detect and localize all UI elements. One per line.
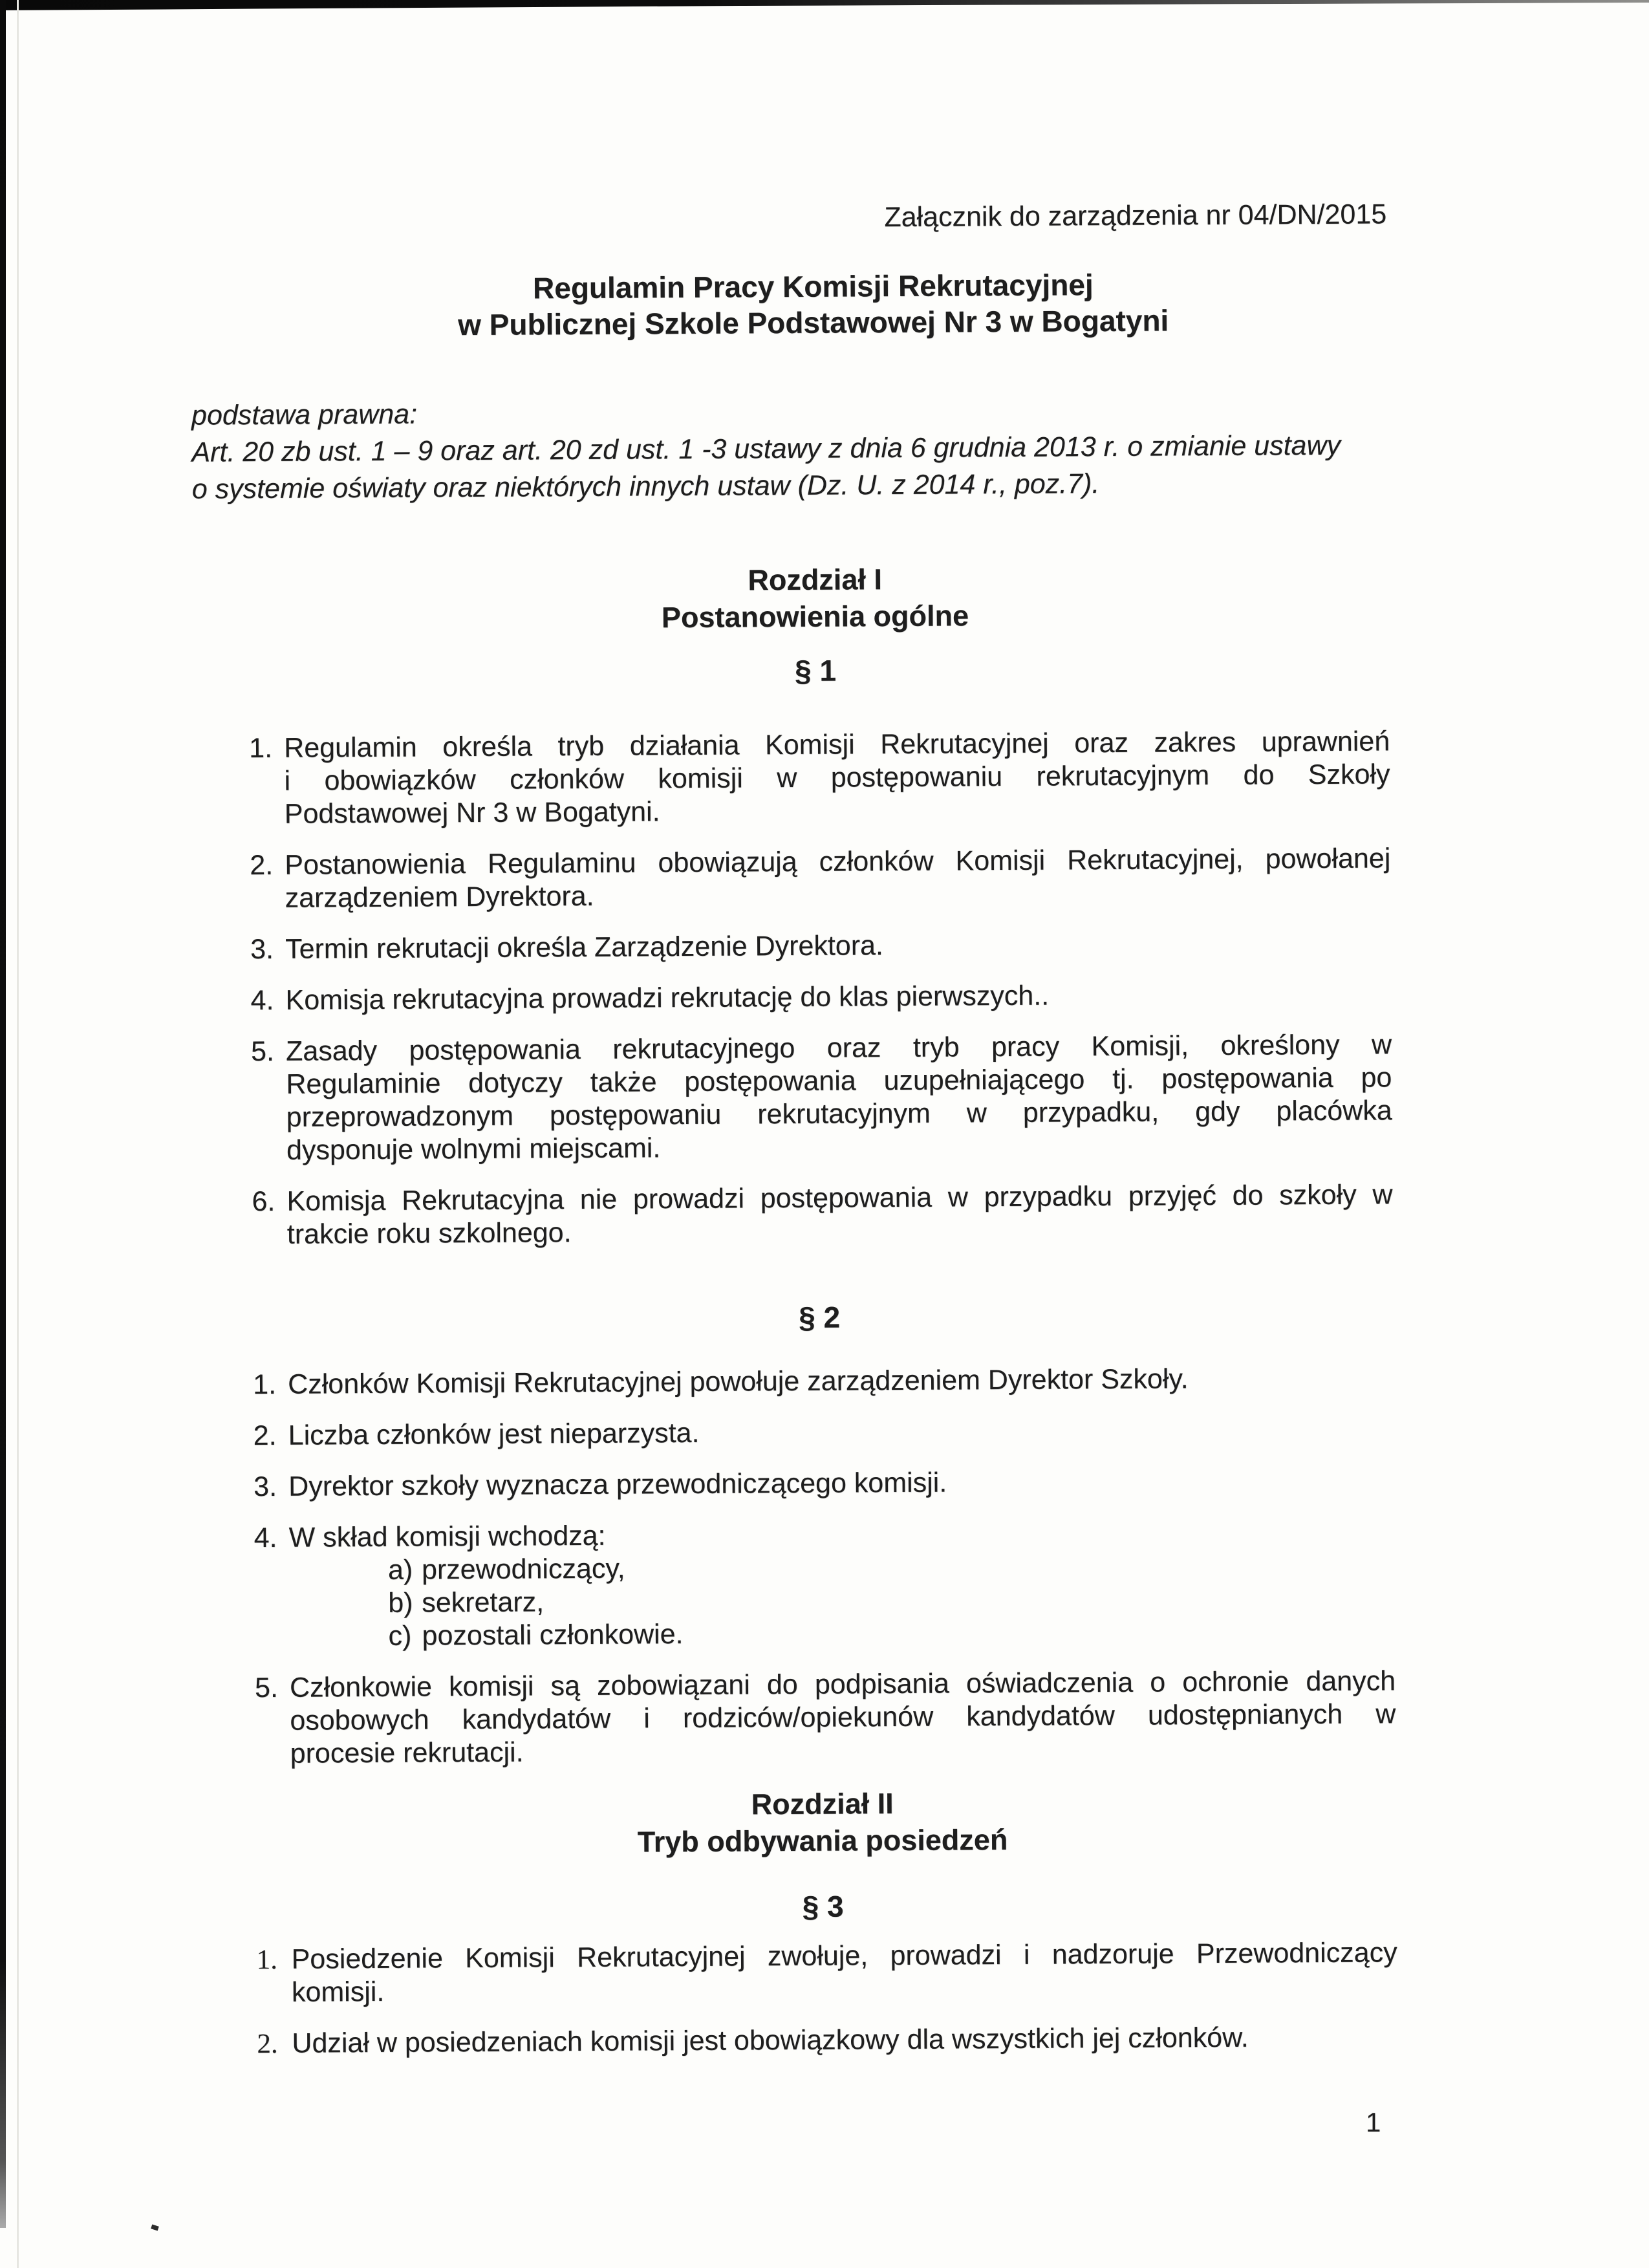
text-line: przeprowadzonym postępowaniu rekrutacyjnym w przypadku, gdy placówka — [286, 1095, 1392, 1133]
document-title — [191, 265, 1388, 344]
list-item — [288, 1463, 1394, 1503]
section-1-items — [193, 725, 1393, 1251]
list-item — [289, 1515, 1396, 1653]
list-item — [285, 926, 1391, 966]
text-line: W skład komisji wchodzą: — [288, 1520, 606, 1553]
chapter-2-title: Rozdział II — [751, 1787, 894, 1821]
chapter-1-title: Rozdział I — [748, 563, 883, 597]
page-number: 1 — [1366, 2107, 1381, 2137]
text-line: Liczba członków jest nieparzysta. — [288, 1417, 700, 1451]
scan-left-fold-line — [17, 0, 19, 2268]
text-line: Podstawowej Nr 3 w Bogatyni. — [284, 796, 660, 830]
legal-basis-label: podstawa prawna: — [191, 398, 418, 431]
section-1-mark: § 1 — [794, 653, 837, 687]
list-item — [285, 977, 1391, 1017]
list-item — [291, 1936, 1397, 2009]
scan-speck — [151, 2224, 159, 2230]
text-line: Komisja Rekrutacyjna nie prowadzi postępowania w przypadku przyjęć do szkoły w — [286, 1179, 1393, 1217]
list-item — [288, 1361, 1394, 1401]
text-line: Regulamin określa tryb działania Komisji Rekrutacyjnej oraz zakres uprawnień — [284, 726, 1390, 764]
text-line: Regulaminie dotyczy także postępowania uzupełniającego tj. postępowania po — [286, 1062, 1392, 1100]
text-line: trakcie roku szkolnego. — [286, 1217, 572, 1250]
document-title-line2: w Publicznej Szkole Podstawowej Nr 3 w Bogatyni — [457, 303, 1169, 342]
list-item — [284, 725, 1390, 830]
text-line: Postanowienia Regulaminu obowiązują członków Komisji Rekrutacyjnej, powołanej — [285, 843, 1391, 881]
chapter-1-heading — [192, 557, 1389, 638]
text-line: Zasady postępowania rekrutacyjnego oraz tryb pracy Komisji, określony w — [285, 1029, 1392, 1067]
list-item — [286, 1178, 1393, 1251]
section-2-mark: § 2 — [798, 1300, 841, 1334]
text-line: procesie rekrutacji. — [290, 1736, 524, 1769]
text-line: osobowych kandydatów i rodziców/opiekunów kandydatów udostępnianych w — [290, 1698, 1396, 1736]
sub-list-item: przewodniczący, — [421, 1553, 625, 1586]
text-line: i obowiązków członków komisji w postępowaniu rekrutacyjnym do Szkoły — [284, 759, 1390, 797]
sub-item-list — [289, 1548, 1396, 1653]
legal-basis-line1: Art. 20 zb ust. 1 – 9 oraz art. 20 zd ust. 1 -3 ustawy z dnia 6 grudnia 2013 r. o zmianie ustawy — [191, 429, 1341, 468]
document-content — [189, 0, 1398, 2079]
list-item — [285, 842, 1391, 914]
document-title-line1: Regulamin Pracy Komisji Rekrutacyjnej — [532, 268, 1094, 305]
text-line: dysponuje wolnymi miejscami. — [286, 1132, 661, 1166]
section-2-items — [197, 1361, 1396, 1771]
text-line: Udział w posiedzeniach komisji jest obowiązkowy dla wszystkich jej członków. — [292, 2022, 1249, 2059]
sub-list-item: sekretarz, — [422, 1586, 544, 1619]
list-item — [288, 1412, 1394, 1452]
text-line: Członkowie komisji są zobowiązani do podpisania oświadczenia o ochronie danych — [289, 1665, 1396, 1703]
list-item — [292, 2020, 1397, 2060]
text-line: Termin rekrutacji określa Zarządzenie Dyrektora. — [285, 930, 884, 965]
section-3-items — [201, 1936, 1398, 2060]
chapter-1-subtitle: Postanowienia ogólne — [661, 599, 969, 634]
scan-left-edge-artifact — [0, 0, 6, 2228]
text-line: Dyrektor szkoły wyznacza przewodniczącego komisji. — [288, 1467, 947, 1502]
text-line: Członków Komisji Rekrutacyjnej powołuje zarządzeniem Dyrektor Szkoły. — [288, 1363, 1189, 1400]
section-3-mark: § 3 — [802, 1889, 844, 1923]
list-item — [286, 1028, 1392, 1167]
text-line: komisji. — [291, 1976, 385, 2008]
sub-list-item: pozostali członkowie. — [422, 1619, 684, 1652]
attachment-note: Załącznik do zarządzenia nr 04/DN/2015 — [884, 199, 1387, 233]
text-line: zarządzeniem Dyrektora. — [285, 880, 594, 914]
chapter-2-subtitle: Tryb odbywania posiedzeń — [637, 1822, 1008, 1859]
text-line: Komisja rekrutacyjna prowadzi rekrutację do klas pierwszych.. — [285, 980, 1050, 1016]
chapter-2-heading — [200, 1782, 1397, 1863]
legal-basis-line2: o systemie oświaty oraz niektórych innych ustaw (Dz. U. z 2014 r., poz.7). — [191, 468, 1100, 505]
text-line: Posiedzenie Komisji Rekrutacyjnej zwołuje, prowadzi i nadzoruje Przewodniczący — [291, 1937, 1397, 1975]
legal-basis — [191, 390, 1388, 508]
list-item — [290, 1665, 1396, 1770]
